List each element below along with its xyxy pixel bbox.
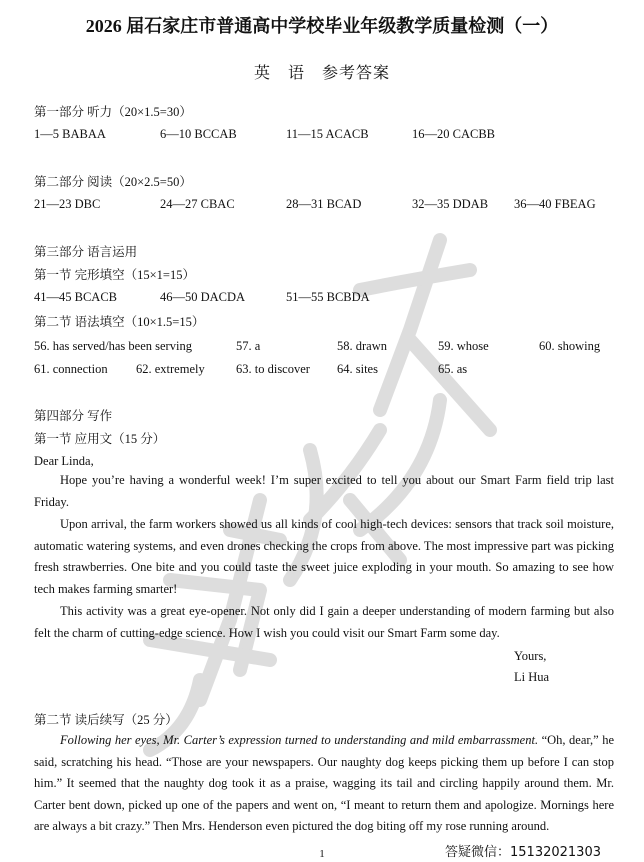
answer-group: 36—40 FBEAG bbox=[514, 197, 596, 211]
answer-group: 21—23 DBC bbox=[34, 197, 101, 211]
answer-group: 16—20 CACBB bbox=[412, 127, 496, 141]
grammar-answer: 63. to discover bbox=[236, 362, 310, 376]
answer-group: 24—27 CBAC bbox=[160, 197, 235, 211]
part4-section1-heading: 第一节 应用文（15 分） bbox=[34, 432, 166, 446]
continuation-text: “Oh, dear,” he said, scratching his head. “Those are your newspapers. Our naughty dog keeps picking them up before I can stop him.” It seemed that the naughty dog took it as a praise, wagging its tail and circling happily around them. Mr. Carter bent down, picked up one of the papers and went on, “I meant to return them and apologize. Mornings here are always a bit crazy.” Then Mrs. Henderson even pictured the dog biting off my rose running around. bbox=[34, 733, 614, 833]
document-title: 2026 届石家庄市普通高中学校毕业年级教学质量检测（一） bbox=[85, 16, 559, 36]
grammar-answer: 58. drawn bbox=[337, 339, 387, 353]
grammar-answer: 59. whose bbox=[438, 339, 489, 353]
part3-section1-answers bbox=[34, 289, 624, 305]
part2-heading: 第二部分 阅读（20×2.5=50） bbox=[34, 175, 192, 189]
part2-answers bbox=[34, 196, 624, 212]
grammar-answer: 60. showing bbox=[539, 339, 601, 353]
continuation-paragraph bbox=[34, 730, 614, 838]
grammar-answers-row1 bbox=[34, 338, 624, 354]
grammar-answer: 62. extremely bbox=[136, 362, 205, 376]
contact-wechat: 答疑微信：15132021303 bbox=[445, 845, 601, 860]
grammar-answer: 64. sites bbox=[337, 362, 378, 376]
answer-group: 11—15 ACACB bbox=[286, 127, 369, 141]
grammar-answer: 61. connection bbox=[34, 362, 108, 376]
letter-paragraph bbox=[34, 514, 614, 600]
grammar-answer: 65. as bbox=[438, 362, 468, 376]
page-number: 1 bbox=[319, 848, 325, 860]
letter-paragraph-text: Hope you’re having a wonderful week! I’m super excited to tell you about our Smart Farm field trip last Friday. bbox=[34, 473, 614, 509]
part3-section2-heading: 第二节 语法填空（10×1.5=15） bbox=[34, 315, 205, 329]
answer-group: 51—55 BCBDA bbox=[286, 290, 370, 304]
answer-group: 32—35 DDAB bbox=[412, 197, 489, 211]
part3-heading: 第三部分 语言运用 bbox=[34, 245, 138, 259]
letter-greeting: Dear Linda, bbox=[34, 454, 94, 468]
answer-group: 6—10 BCCAB bbox=[160, 127, 237, 141]
answer-group: 46—50 DACDA bbox=[160, 290, 246, 304]
letter-signature: Li Hua bbox=[514, 670, 550, 684]
answer-group: 28—31 BCAD bbox=[286, 197, 362, 211]
letter-paragraph bbox=[34, 470, 614, 513]
document-subtitle: 英 语 参考答案 bbox=[253, 65, 390, 82]
part1-answers bbox=[34, 126, 624, 142]
continuation-opening-italic: Following her eyes, Mr. Carter’s expression turned to understanding and mild embarrassment. bbox=[60, 733, 539, 747]
answer-group: 41—45 BCACB bbox=[34, 290, 118, 304]
letter-paragraph-text: This activity was a great eye-opener. Not only did I gain a deeper understanding of modern farming but also felt the charm of cutting-edge science. How I wish you could visit our Smart Farm some day. bbox=[34, 604, 614, 640]
grammar-answer: 57. a bbox=[236, 339, 261, 353]
part1-heading: 第一部分 听力（20×1.5=30） bbox=[34, 105, 192, 119]
part4-heading: 第四部分 写作 bbox=[34, 409, 113, 423]
letter-paragraph bbox=[34, 601, 614, 644]
grammar-answer: 56. has served/has been serving bbox=[34, 339, 192, 353]
answer-group: 1—5 BABAA bbox=[34, 127, 106, 141]
grammar-answers-row2 bbox=[34, 361, 624, 377]
letter-paragraph-text: Upon arrival, the farm workers showed us all kinds of cool high-tech devices: sensors that track soil moisture, automatic watering systems, and even drones checking the crops from above. The most impressive part was picking fresh strawberries. One bite and you could taste the sweet juice exploding in your mouth. So amazing to see how tech makes farming smarter! bbox=[34, 517, 614, 596]
part3-section1-heading: 第一节 完形填空（15×1=15） bbox=[34, 268, 195, 282]
letter-closing: Yours, bbox=[514, 649, 547, 663]
part4-section2-heading: 第二节 读后续写（25 分） bbox=[34, 713, 178, 727]
